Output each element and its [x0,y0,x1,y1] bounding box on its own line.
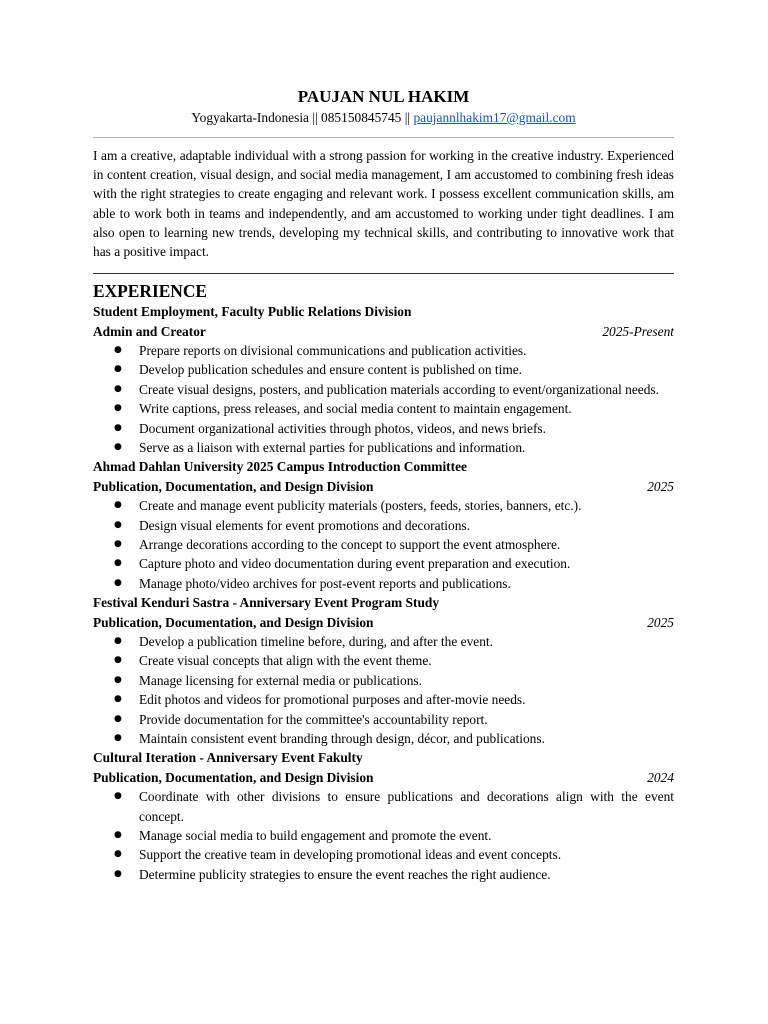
bullet-icon: ● [114,519,122,530]
list-item [93,729,674,748]
list-item [93,826,674,845]
bullet-icon: ● [114,383,122,394]
bullet-icon: ● [114,442,122,453]
bullet-icon: ● [114,694,122,705]
entry-role-row [93,477,674,496]
bullet-text: Provide documentation for the committee's accountability report. [139,711,488,727]
experience-entry [93,748,674,884]
entry-organization: Student Employment, Faculty Public Relations Division [93,304,412,320]
bullet-text: Manage social media to build engagement and promote the event. [139,828,492,844]
list-item [93,535,674,554]
list-item [93,419,674,438]
experience-entry [93,593,674,748]
bullet-text: Edit photos and videos for promotional purposes and after-movie needs. [139,692,526,708]
list-item [93,360,674,379]
bullet-icon: ● [114,403,122,414]
entry-date: 2025 [647,614,674,630]
entry-date: 2025 [647,478,674,494]
bullet-text: Prepare reports on divisional communications and publication activities. [139,343,527,358]
experience-list [93,302,674,884]
entry-role-row [93,768,674,787]
list-item [93,632,674,651]
bullet-text: Arrange decorations according to the concept to support the event atmosphere. [139,537,561,553]
list-item [93,671,674,690]
entry-bullets [93,496,674,593]
list-item [93,516,674,535]
list-item [93,399,674,418]
bullet-text: Create visual designs, posters, and publication materials according to event/organizational needs. [139,381,659,397]
list-item [93,710,674,729]
list-item [93,574,674,593]
bullet-text: Write captions, press releases, and social media content to maintain engagement. [139,401,572,417]
list-item [93,438,674,457]
list-item [93,845,674,864]
entry-bullets [93,787,674,884]
list-item [93,690,674,709]
bullet-icon: ● [114,733,122,744]
bullet-text: Design visual elements for event promotions and decorations. [139,517,470,533]
experience-entry [93,302,674,457]
contact-line [93,108,674,127]
bullet-icon: ● [114,558,122,569]
bullet-text: Determine publicity strategies to ensure the event reaches the right audience. [139,866,551,882]
bullet-text: Create and manage event publicity materials (posters, feeds, stories, banners, etc.). [139,498,582,514]
bullet-icon: ● [114,345,122,355]
bullet-text: Coordinate with other divisions to ensure publications and decorations align with the event concept. [139,789,674,824]
bullet-icon: ● [114,849,122,860]
entry-role: Publication, Documentation, and Design Division [93,478,374,494]
bullet-icon: ● [114,500,122,511]
bullet-text: Manage photo/video archives for post-event reports and publications. [139,575,511,591]
bullet-icon: ● [114,577,122,588]
entry-bullets [93,341,674,457]
list-item [93,341,674,360]
entry-role: Admin and Creator [93,323,206,339]
bullet-icon: ● [114,713,122,724]
list-item [93,865,674,884]
bullet-icon: ● [114,830,122,841]
entry-role: Publication, Documentation, and Design Division [93,769,374,785]
entry-date: 2024 [647,769,674,785]
entry-bullets [93,632,674,748]
entry-role-row [93,613,674,632]
bullet-text: Manage licensing for external media or publications. [139,672,422,688]
list-item [93,651,674,670]
list-item [93,554,674,573]
bullet-icon: ● [114,655,122,666]
bullet-text: Develop publication schedules and ensure content is published on time. [139,362,523,378]
bullet-text: Create visual concepts that align with the event theme. [139,653,432,669]
bullet-icon: ● [114,422,122,433]
entry-organization: Ahmad Dahlan University 2025 Campus Introduction Committee [93,459,467,475]
entry-date: 2025-Present [602,323,674,339]
bullet-text: Develop a publication timeline before, during, and after the event. [139,634,493,650]
location-phone: Yogyakarta-Indonesia || 085150845745 || [191,110,414,125]
bullet-text: Support the creative team in developing promotional ideas and event concepts. [139,847,562,863]
bullet-text: Capture photo and video documentation during event preparation and execution. [139,556,571,572]
experience-heading: EXPERIENCE [93,281,208,302]
entry-role: Publication, Documentation, and Design Division [93,614,374,630]
bullet-icon: ● [114,636,122,647]
bullet-text: Document organizational activities through photos, videos, and news briefs. [139,420,546,436]
bullet-text: Maintain consistent event branding through design, décor, and publications. [139,731,545,747]
bullet-text: Serve as a liaison with external parties for publications and information. [139,440,526,456]
list-item [93,380,674,399]
entry-organization: Festival Kenduri Sastra - Anniversary Event Program Study [93,595,440,611]
bullet-icon: ● [114,791,122,802]
candidate-name: PAUJAN NUL HAKIM [297,87,470,106]
list-item [93,787,674,826]
profile-summary: I am a creative, adaptable individual with a strong passion for working in the creative industry. Experienced in content creation, visual design, and social media management, I am accustomed to combining fresh ideas with the right strategies to create engaging and relevant work. I possess excellent communication skills, am able to work both in teams and independently, and am accustomed to working under tight deadlines. I am also open to learning new trends, developing my technical skills, and contributing to innovative work that has a positive impact. [93,148,674,260]
entry-organization: Cultural Iteration - Anniversary Event Fakulty [93,750,363,766]
experience-entry [93,457,674,593]
bullet-icon: ● [114,868,122,879]
bullet-icon: ● [114,674,122,685]
bullet-icon: ● [114,539,122,550]
resume-content [93,86,674,884]
bullet-icon: ● [114,364,122,375]
list-item [93,496,674,515]
entry-role-row [93,322,674,341]
email-link[interactable]: paujannlhakim17@gmail.com [413,110,576,125]
